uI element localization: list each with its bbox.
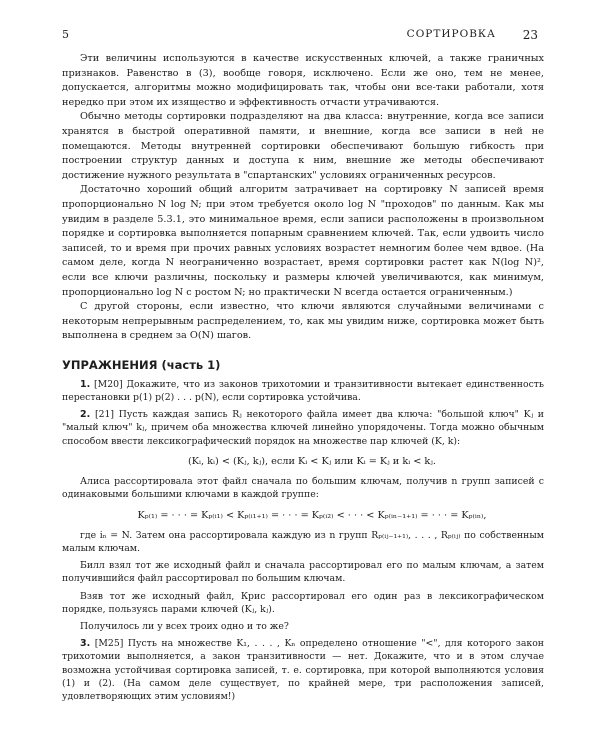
exercise-2 — [62, 408, 544, 633]
exercise-1 — [62, 378, 544, 404]
exercise-paragraph: Алиса рассортировала этот файл сначала по большим ключам, получив n групп записей с одинаковыми большими ключами в каждой группе: — [62, 476, 544, 501]
paragraph-random-keys: С другой стороны, если известно, что ключи являются случайными величинами с некоторым непрерывным распределением, то, как мы увидим ниже, сортировка может быть выполнена в среднем за O(N) шагов. — [62, 301, 544, 342]
exercise-paragraph: Взяв тот же исходный файл, Крис рассортировал его один раз в лексикографическом порядке, пользуясь парами ключей (Kⱼ, kⱼ). — [62, 590, 544, 615]
paragraph-sort-classes: Обычно методы сортировки подразделяют на два класса: внутренние, когда все записи хранятся в быстрой оперативной памяти, и внешние, когда все записи в ней не помещаются. Методы внутренней сортировки обеспечивают большую гибкость при построении структур данных и доступа к ним, внешние же методы обеспечивают достижение нужного результата в "спартанских" условиях ограниченных ресурсов. — [62, 111, 544, 181]
exercise-number: 2. — [80, 409, 91, 421]
equation-groups: Kₚ₍₁₎ = · · · = Kₚ₍ᵢ₁₎ < Kₚ₍ᵢ₁₊₁₎ = · · · = Kₚ₍ᵢ₂₎ < · · · < Kₚ₍ᵢₙ₋₁₊₁₎ = · · · = Kₚ₍ᵢₙ₎, — [137, 509, 487, 521]
page-body — [62, 52, 544, 703]
exercise-number: 3. — [80, 638, 91, 650]
paragraph-artificial-keys: Эти величины используются в качестве искусственных ключей, а также граничных признаков. Равенство в (3), вообще говоря, исключено. Если же оно, тем не менее, допускается, алгоритмы можно модифицировать так, чтобы они все-таки работали, хотя нередко при этом их изящество и эффективность отчасти утрачиваются. — [62, 53, 544, 108]
exercise-3 — [62, 637, 544, 703]
running-header — [62, 28, 538, 44]
section-title: СОРТИРОВКА — [406, 28, 496, 40]
equation-lexicographic: (Kᵢ, kᵢ) < (Kⱼ, kⱼ), если Kᵢ < Kⱼ или Kᵢ = Kⱼ и kᵢ < kⱼ. — [188, 455, 436, 467]
exercise-paragraph: где iₙ = N. Затем она рассортировала каждую из n групп Rₚ₍ᵢⱼ₋₁₊₁₎, . . . , Rₚ₍ᵢⱼ₎ по собственным малым ключам. — [62, 529, 544, 554]
exercise-text: [M20] Докажите, что из законов трихотомии и транзитивности вытекает единственность перестановки p(1) p(2) . . . p(N), если сортировка устойчива. — [62, 378, 544, 404]
chapter-number: 5 — [62, 28, 69, 41]
paragraph-nlogn: Достаточно хороший общий алгоритм затрачивает на сортировку N записей время пропорционально N log N; при этом требуется около log N "проходов" по данным. Как мы увидим в разделе 5.3.1, это минимальное время, если записи расположены в произвольном порядке и сортировка выполняется попарным сравнением ключей. Так, если удвоить число записей, то и время при прочих равных условиях возрастет немногим более чем вдвое. (На самом деле, когда N неограниченно возрастает, время сортировки растет как N(log N)², если все ключи различны, поскольку и размеры ключей увеличиваются, как минимум, пропорционально log N с ростом N; но практически N всегда остается ограниченным.) — [62, 184, 544, 298]
exercise-paragraph: Получилось ли у всех троих одно и то же? — [80, 620, 289, 632]
exercises-heading: УПРАЖНЕНИЯ (часть 1) — [62, 357, 221, 372]
exercise-text: [M25] Пусть на множестве K₁, . . . , Kₙ определено отношение "<", для которого закон трихотомии выполняется, а закон транзитивности — нет. Докажите, что и в этом случае возможна устойчивая сортировка записей, т. е. сортировка, при которой выполняются условия (1) и (2). (На самом деле существует, по крайней мере, три расположения записей, удовлетворяющих этим условиям!) — [62, 638, 544, 702]
exercise-text: [21] Пусть каждая запись Rⱼ некоторого файла имеет два ключа: "большой ключ" Kⱼ и "малый ключ" kⱼ, причем оба множества ключей линейно упорядочены. Тогда можно обычным способом ввести лексикографический порядок на множестве пар ключей (K, k): — [62, 409, 544, 447]
exercise-paragraph: Билл взял тот же исходный файл и сначала рассортировал его по малым ключам, а затем получившийся файл рассортировал по большим ключам. — [62, 560, 544, 585]
page-number: 23 — [522, 28, 538, 42]
exercise-number: 1. — [80, 378, 91, 390]
